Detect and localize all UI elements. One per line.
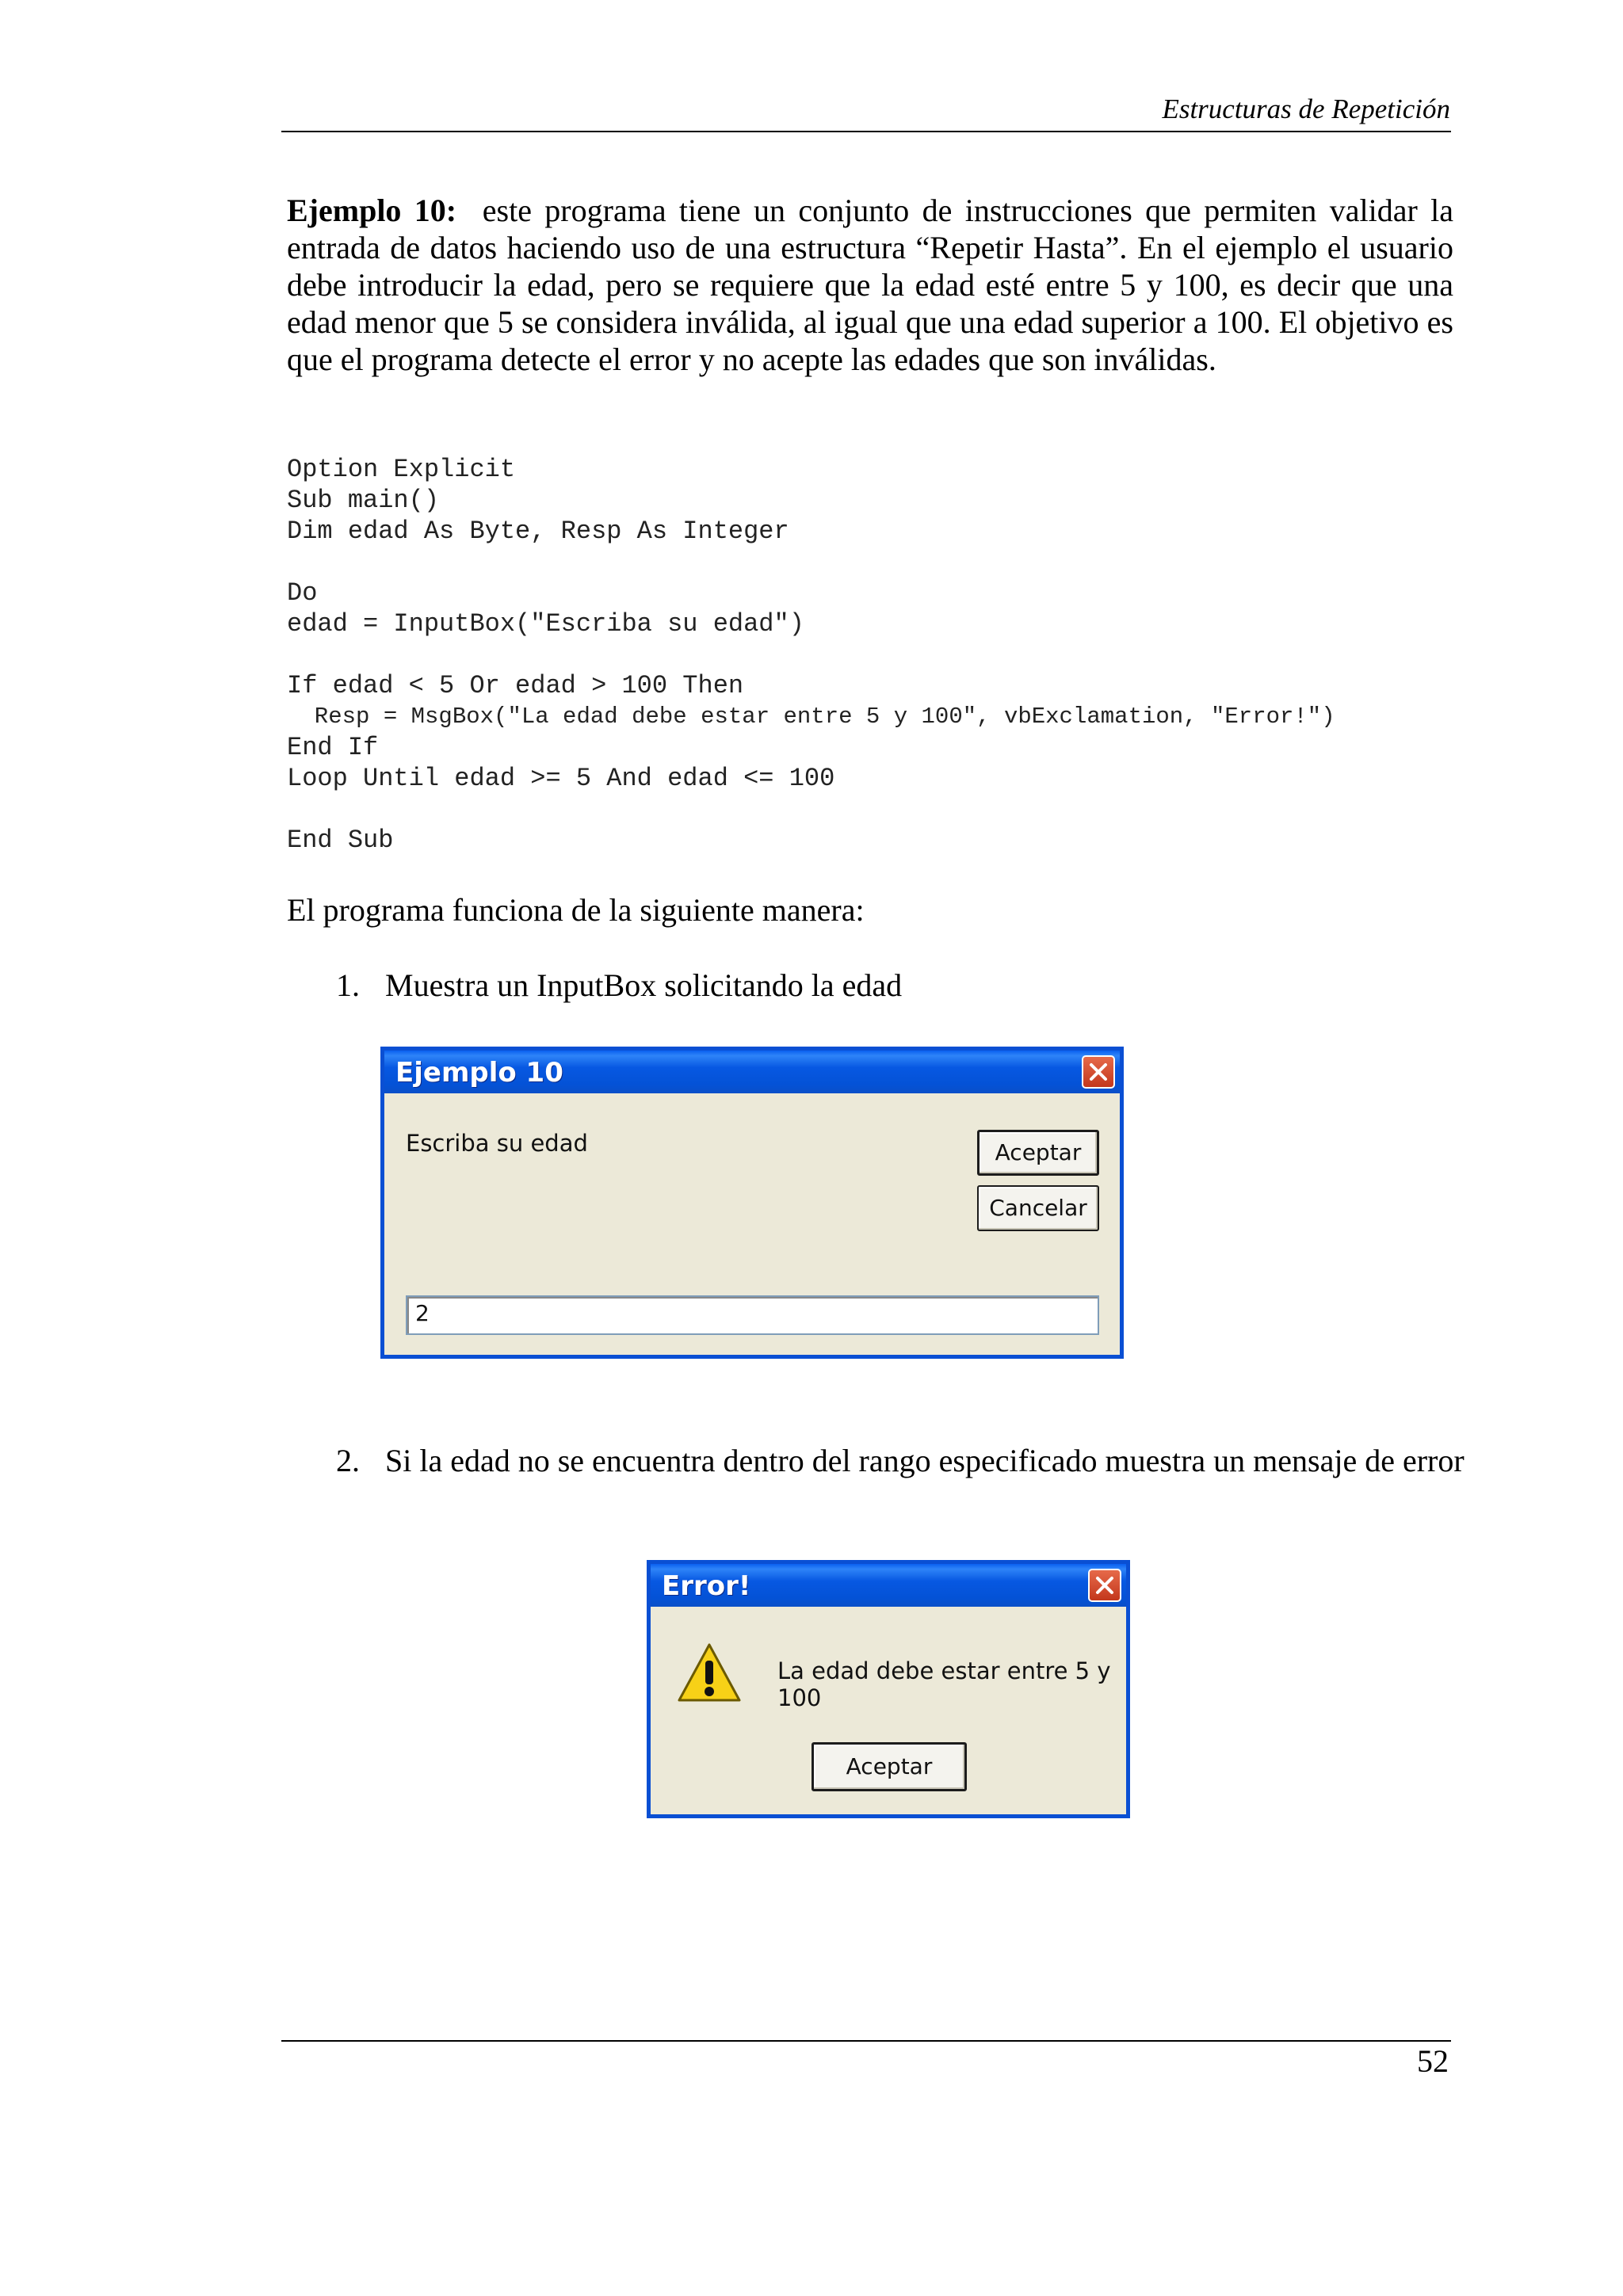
list-number: 2. (336, 1443, 360, 1478)
explanation-paragraph: El programa funciona de la siguiente manera: (287, 892, 865, 928)
close-button[interactable] (1082, 1055, 1115, 1089)
input-value: 2 (415, 1300, 430, 1326)
cancel-button[interactable]: Cancelar (977, 1185, 1099, 1231)
list-number: 1. (336, 967, 360, 1003)
running-header: Estructuras de Repetición (1162, 93, 1450, 124)
dialog-titlebar (384, 1051, 1120, 1093)
error-message: La edad debe estar entre 5 y 100 (777, 1657, 1111, 1711)
code-line (287, 547, 1335, 578)
prompt-text: Escriba su edad (406, 1130, 588, 1157)
code-line: Loop Until edad >= 5 And edad <= 100 (287, 764, 835, 793)
example-label: Ejemplo 10: (287, 193, 457, 228)
intro-paragraph (287, 192, 1453, 378)
code-line (287, 639, 1335, 670)
inputbox-dialog (380, 1047, 1124, 1359)
intro-text: este programa tiene un conjunto de instrucciones que permiten validar la entrada de datos haciendo uso de una estructura “Repetir Hasta”. En el ejemplo el usuario debe introducir la edad, pero se requiere que la edad esté entre 5 y 100, es decir que una edad menor que 5 se considera inválida, al igual que una edad superior a 100. El objetivo es que el programa detecte el error y no acepte las edades que son inválidas. (287, 193, 1453, 377)
close-icon (1095, 1576, 1114, 1595)
code-line: edad = InputBox("Escriba su edad") (287, 609, 804, 639)
error-dialog (647, 1560, 1130, 1818)
warning-icon (676, 1642, 743, 1705)
code-line: Resp = MsgBox("La edad debe estar entre 5 y 100", vbExclamation, "Error!") (287, 704, 1335, 730)
code-line: Option Explicit (287, 455, 516, 484)
code-line: Do (287, 578, 318, 608)
code-line: End If (287, 733, 379, 762)
code-line: Sub main() (287, 486, 440, 515)
page-number: 52 (1417, 2043, 1449, 2079)
list-text: Muestra un InputBox solicitando la edad (385, 967, 903, 1003)
age-input[interactable] (406, 1295, 1099, 1335)
footer-rule (281, 2040, 1451, 2042)
dialog-title: Ejemplo 10 (395, 1057, 563, 1089)
code-line: Dim edad As Byte, Resp As Integer (287, 517, 789, 546)
list-text: Si la edad no se encuentra dentro del rango especificado muestra un mensaje de error (385, 1443, 1465, 1478)
ok-button[interactable]: Aceptar (977, 1130, 1099, 1176)
close-button[interactable] (1088, 1569, 1121, 1602)
dialog-title: Error! (662, 1570, 751, 1602)
header-rule (281, 131, 1451, 132)
code-line: If edad < 5 Or edad > 100 Then (287, 671, 744, 700)
code-line: End Sub (287, 826, 394, 855)
code-line (287, 794, 1335, 825)
close-icon (1089, 1062, 1108, 1081)
code-block (287, 454, 1335, 856)
list-item (336, 1442, 1465, 1521)
ok-button[interactable]: Aceptar (812, 1742, 967, 1791)
dialog-titlebar (651, 1564, 1126, 1607)
list-item (336, 967, 1453, 1006)
